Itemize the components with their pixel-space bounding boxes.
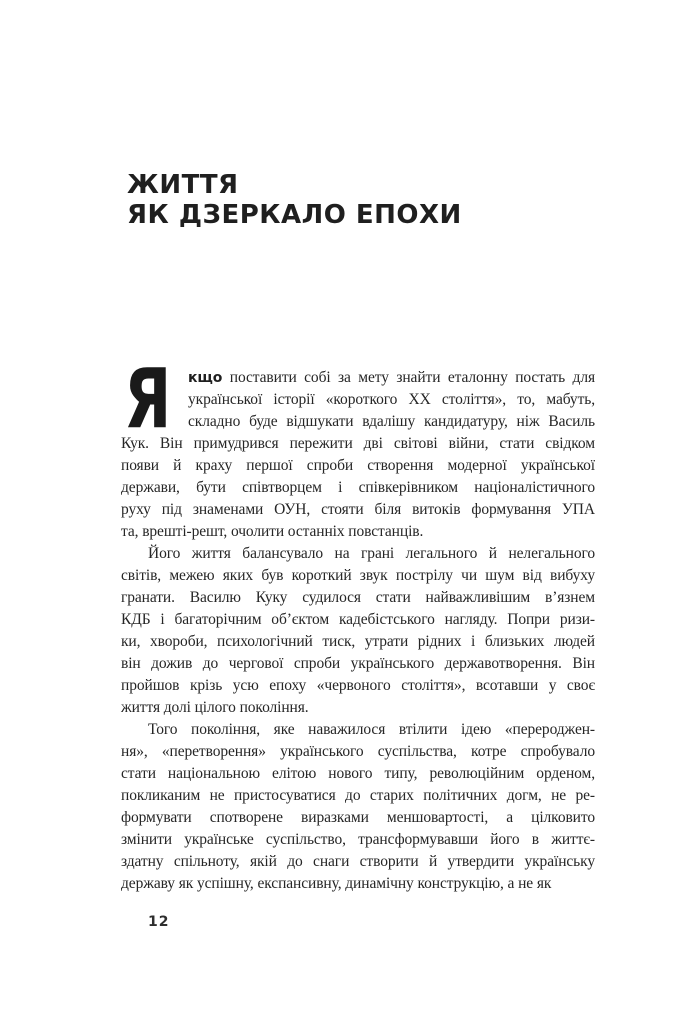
chapter-title-line-2: ЯК ДЗЕРКАЛО ЕПОХИ xyxy=(127,200,462,230)
text-line: здатну спільноту, якій до снаги створити й утвердити українську xyxy=(121,853,595,870)
text-line: кщо поставити собі за мету знайти еталонну постать для xyxy=(188,369,595,386)
chapter-title xyxy=(127,170,462,230)
text-line: складно буде відшукати вдалішу кандидатуру, ніж Василь xyxy=(188,413,595,430)
lead-bold-word: кщо xyxy=(188,370,223,386)
chapter-title-line-1: ЖИТТЯ xyxy=(127,170,239,200)
text-line: світів, межею яких був короткий звук пострілу чи шум від вибуху xyxy=(121,567,595,584)
text-line: ня», «перетворення» українського суспільства, котре спробувало xyxy=(121,743,595,760)
drop-cap: Я xyxy=(124,352,172,447)
paragraph xyxy=(121,352,595,543)
text-line: Кук. Він примудрився пережити дві світові війни, стати свідком xyxy=(121,435,595,452)
text-line: руху під знаменами ОУН, стояти біля витоків формування УПА xyxy=(121,501,595,518)
text-line: державу як успішну, експансивну, динамічну конструкцію, а не як xyxy=(121,875,552,892)
page-number: 12 xyxy=(148,914,170,930)
text-line: появи й краху першої спроби створення модерної української xyxy=(121,457,595,474)
text-line: пройшов крізь усю епоху «червоного століття», всотавши у своє xyxy=(121,677,595,694)
paragraph xyxy=(121,543,595,719)
text-line: Того покоління, яке наважилося втілити ідею «перероджен- xyxy=(148,721,595,738)
text-line: життя долі цілого покоління. xyxy=(121,699,309,716)
text-line: змінити українське суспільство, трансформувавши його в життє- xyxy=(121,831,595,848)
text-line: формувати спотворене виразками меншовартості, а цілковито xyxy=(121,809,595,826)
text-line: покликаним не пристосуватися до старих політичних догм, не ре- xyxy=(121,787,595,804)
text-line: він дожив до чергової спроби українського державотворення. Він xyxy=(121,655,595,672)
text-line: Його життя балансувало на грані легального й нелегального xyxy=(148,545,595,562)
text-line: КДБ і багаторічним об’єктом кадебістського нагляду. Попри ризи- xyxy=(121,611,595,628)
text-line: та, врешті-решт, очолити останніх повстанців. xyxy=(121,523,424,540)
body-text xyxy=(121,352,595,895)
text-line: стати національною елітою нового типу, революційним орденом, xyxy=(121,765,595,782)
text-line: української історії «короткого XX століття», то, мабуть, xyxy=(188,391,595,408)
paragraph xyxy=(121,719,595,895)
text-line: ки, хвороби, психологічний тиск, утрати рідних і близьких людей xyxy=(121,633,595,650)
text-line: гранати. Василю Куку судилося стати найважливішим в’язнем xyxy=(121,589,595,606)
text-line: держави, бути співтворцем і співкерівником націоналістичного xyxy=(121,479,595,496)
